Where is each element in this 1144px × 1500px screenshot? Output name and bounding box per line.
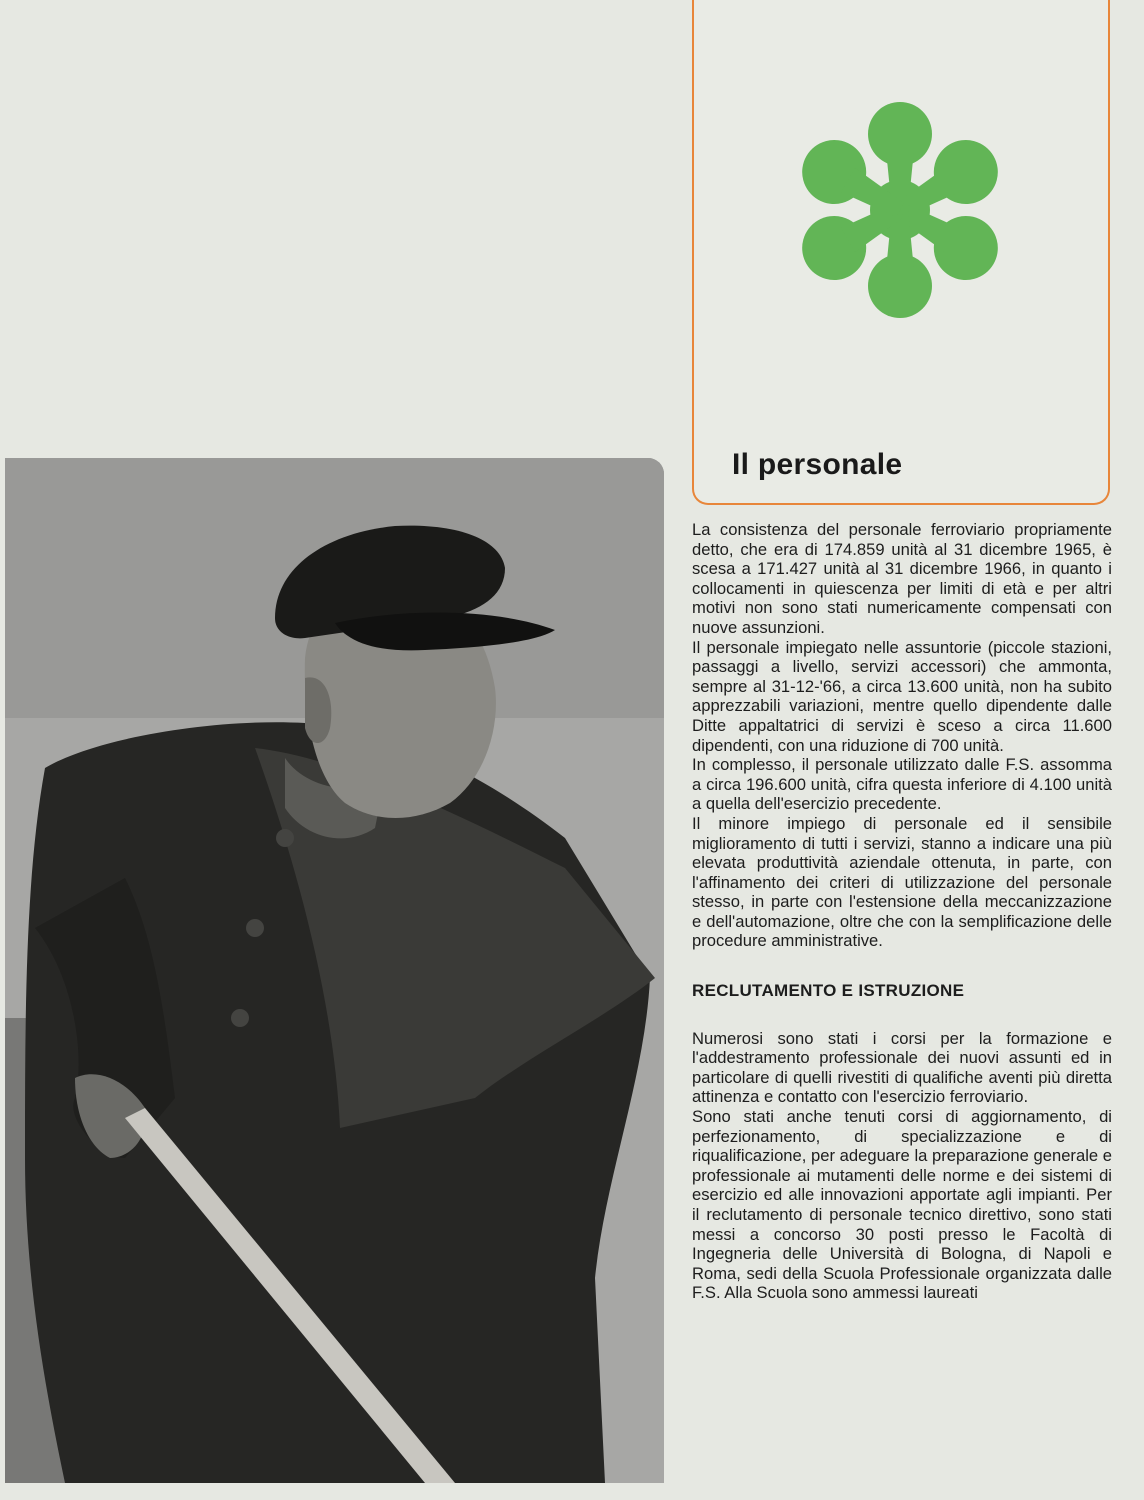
intro-paragraph: Il minore impiego di personale ed il sensibile miglioramento di tutti i servizi, stanno a indicare una più elevata produttività aziendale ottenuta, in parte, con l'affinamento dei criteri di utilizzazione del personale stesso, in parte con l'estensione della meccanizzazione e dell'automazione, oltre che con la semplificazione delle procedure amministrative. [692, 813, 1112, 951]
flower-logo-icon [802, 100, 998, 320]
title-box [692, 0, 1110, 505]
article-text [692, 520, 1112, 1303]
section-paragraph: Numerosi sono stati i corsi per la formazione e l'addestramento professionale dei nuovi assunti ed in particolare di quelli rivestiti di qualifiche aventi più diretta attinenza e contatto con l'esercizio ferroviario. [692, 1028, 1112, 1107]
section-paragraph: Sono stati anche tenuti corsi di aggiornamento, di perfezionamento, di specializzazione e di riqualificazione, per adeguare la preparazione generale e professionale ai mutamenti delle norme e dei sistemi di esercizio ed alle innovazioni apportate agli impianti. Per il reclutamento di personale tecnico direttivo, sono stati messi a concorso 30 posti presso le Facoltà di Ingegneria delle Università di Bologna, di Napoli e Roma, sedi della Scuola Professionale organizzata dalle F.S. Alla Scuola sono ammessi laureati [692, 1107, 1112, 1303]
intro-paragraph: In complesso, il personale utilizzato dalle F.S. assomma a circa 196.600 unità, cifra questa inferiore di 4.100 unità a quella dell'esercizio precedente. [692, 755, 1112, 814]
page-title: Il personale [732, 448, 903, 481]
section-heading: RECLUTAMENTO E ISTRUZIONE [692, 981, 965, 1001]
intro-paragraph: Il personale impiegato nelle assuntorie (piccole stazioni, passaggi a livello, servizi accessori) che ammonta, sempre al 31-12-'66, a circa 13.600 unità, non ha subito apprezzabili variazioni, mentre quello dipendente dalle Ditte appaltatrici di servizi è sceso a circa 11.600 dipendenti, con una riduzione di 700 unità. [692, 637, 1112, 755]
intro-paragraph: La consistenza del personale ferroviario propriamente detto, che era di 174.859 unità al 31 dicembre 1965, è scesa a 171.427 unità al 31 dicembre 1966, in quanto i collocamenti in quiescenza per limiti di età e per altri motivi non sono stati numericamente compensati con nuove assunzioni. [692, 520, 1112, 637]
worker-photo [5, 458, 664, 1483]
